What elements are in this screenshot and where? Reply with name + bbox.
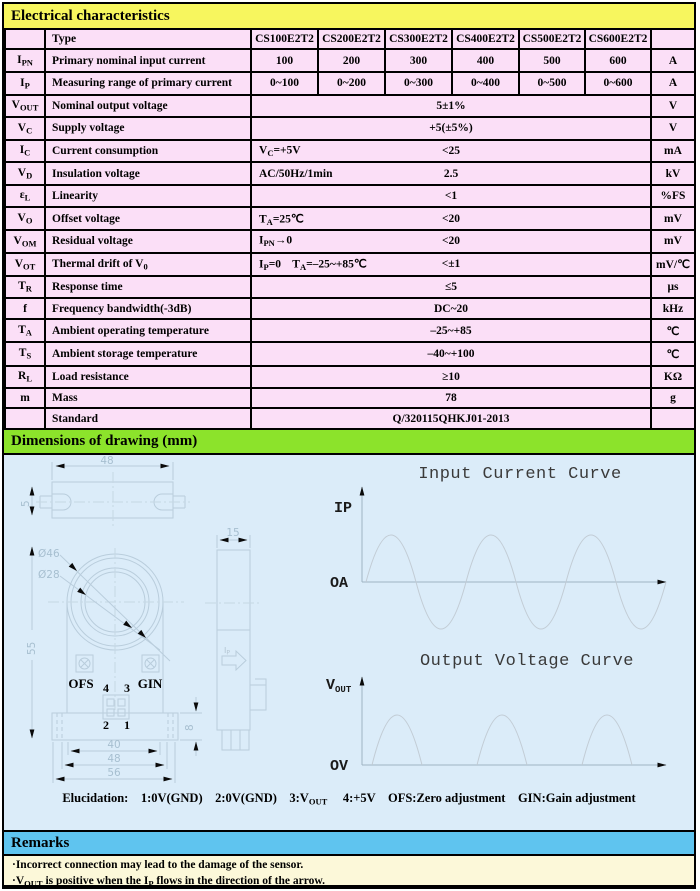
- parameter-cell: Mass: [45, 388, 251, 408]
- spec-row: [5, 366, 695, 389]
- type-header-cell: Type: [45, 29, 251, 49]
- value-text: 2.5: [443, 167, 459, 180]
- spec-row: [5, 319, 695, 342]
- value-text: <±1: [441, 258, 461, 271]
- value-cell: 300: [385, 49, 452, 72]
- dimension-label: 5: [20, 500, 32, 507]
- drawing-area: [4, 455, 694, 830]
- unit-cell: A: [651, 49, 695, 72]
- symbol-cell: $T_S$: [5, 342, 45, 365]
- type-name-cell: CS600E2T2: [585, 29, 651, 49]
- value-cell: +5(±5%): [251, 117, 651, 140]
- input-curve-title: Input Current Curve: [418, 465, 622, 484]
- parameter-cell: Offset voltage: [45, 207, 251, 230]
- parameter-cell: Supply voltage: [45, 117, 251, 140]
- value-cell: 0~400: [452, 72, 519, 95]
- value-cell: 0~600: [585, 72, 651, 95]
- spec-row: [5, 140, 695, 163]
- parameter-cell: Linearity: [45, 185, 251, 208]
- value-cell: 0~300: [385, 72, 452, 95]
- value-cell: 200: [318, 49, 385, 72]
- input-current-curve: [330, 465, 666, 629]
- dimension-label: 8: [184, 724, 196, 731]
- value-cell: 500: [519, 49, 585, 72]
- unit-cell: mA: [651, 140, 695, 163]
- remarks-body: [4, 856, 694, 889]
- front-view-drawing: [26, 547, 202, 783]
- output-origin-label: OV: [330, 758, 349, 775]
- unit-cell: μs: [651, 276, 695, 299]
- type-name-cell: CS100E2T2: [251, 29, 318, 49]
- gin-label: GIN: [137, 676, 163, 691]
- input-origin-label: OA: [330, 575, 349, 592]
- remarks-header: [4, 830, 694, 856]
- symbol-cell: $V_{OM}$: [5, 230, 45, 253]
- parameter-cell: Ambient storage temperature: [45, 342, 251, 365]
- symbol-cell: $V_C$: [5, 117, 45, 140]
- parameter-cell: Thermal drift of $V_0$: [45, 253, 251, 276]
- symbol-cell: $T_A$: [5, 319, 45, 342]
- spec-row: [5, 117, 695, 140]
- dimensions-header: [4, 430, 694, 455]
- datasheet-page: [2, 2, 696, 889]
- symbol-cell: f: [5, 298, 45, 318]
- parameter-cell: Measuring range of primary current: [45, 72, 251, 95]
- type-name-cell: CS500E2T2: [519, 29, 585, 49]
- unit-cell: A: [651, 72, 695, 95]
- spec-row: [5, 388, 695, 408]
- condition-text: $I_P=0$ $T_A=-25\sim+85℃$: [259, 258, 367, 272]
- unit-cell: mV: [651, 207, 695, 230]
- electrical-characteristics-title: Electrical characteristics: [11, 8, 170, 24]
- symbol-cell: $T_R$: [5, 276, 45, 299]
- parameter-cell: Response time: [45, 276, 251, 299]
- pin-number: 1: [124, 718, 130, 732]
- condition-value-cell: [251, 207, 651, 230]
- value-cell: 400: [452, 49, 519, 72]
- parameter-cell: Load resistance: [45, 366, 251, 389]
- value-cell: 0~500: [519, 72, 585, 95]
- value-cell: 0~200: [318, 72, 385, 95]
- condition-text: $V_C=+5V$: [259, 144, 301, 158]
- value-text: <25: [441, 144, 461, 157]
- value-cell: 5±1%: [251, 95, 651, 118]
- condition-value-cell: [251, 162, 651, 185]
- unit-cell: g: [651, 388, 695, 408]
- output-half-wave: [372, 715, 632, 765]
- remark-line: $\cdot V_{OUT}$ is positive when the $I_P$ flows in the direction of the arrow.: [12, 875, 325, 889]
- type-name-cell: CS200E2T2: [318, 29, 385, 49]
- dimension-label: 56: [107, 767, 121, 779]
- unit-header-cell: [651, 29, 695, 49]
- unit-cell: %FS: [651, 185, 695, 208]
- electrical-characteristics-header: [4, 4, 694, 28]
- unit-cell: mV: [651, 230, 695, 253]
- unit-cell: ℃: [651, 342, 695, 365]
- symbol-cell: $I_{PN}$: [5, 49, 45, 72]
- parameter-cell: Nominal output voltage: [45, 95, 251, 118]
- input-y-axis-label: IP: [334, 500, 353, 517]
- dimensions-drawing: [4, 455, 694, 830]
- spec-row: [5, 276, 695, 299]
- parameter-cell: Insulation voltage: [45, 162, 251, 185]
- side-view-drawing: [205, 527, 266, 750]
- parameter-cell: Residual voltage: [45, 230, 251, 253]
- parameter-cell: Ambient operating temperature: [45, 319, 251, 342]
- parameter-cell: Frequency bandwidth(-3dB): [45, 298, 251, 318]
- spec-row: [5, 298, 695, 318]
- dimension-label: Ø46: [38, 548, 60, 560]
- unit-cell: V: [651, 95, 695, 118]
- spec-table: [4, 28, 696, 430]
- unit-cell: ℃: [651, 319, 695, 342]
- primary-current-label: IP: [224, 646, 230, 657]
- type-name-cell: CS400E2T2: [452, 29, 519, 49]
- value-cell: <1: [251, 185, 651, 208]
- value-cell: DC~20: [251, 298, 651, 318]
- unit-cell: kV: [651, 162, 695, 185]
- spec-row: [5, 72, 695, 95]
- parameter-cell: Current consumption: [45, 140, 251, 163]
- connector-icon: [103, 695, 129, 719]
- value-cell: 100: [251, 49, 318, 72]
- unit-cell: mV/℃: [651, 253, 695, 276]
- condition-text: $T_A=25℃$: [259, 212, 304, 227]
- spec-row: [5, 162, 695, 185]
- symbol-cell: m: [5, 388, 45, 408]
- condition-text: AC/50Hz/1min: [259, 167, 333, 180]
- value-cell: –25~+85: [251, 319, 651, 342]
- pin-number: 3: [124, 681, 130, 695]
- unit-cell: KΩ: [651, 366, 695, 389]
- unit-cell: [651, 408, 695, 429]
- parameter-cell: Standard: [45, 408, 251, 429]
- remark-line: ·Incorrect connection may lead to the damage of the sensor.: [12, 859, 304, 871]
- spec-row: [5, 95, 695, 118]
- condition-text: $I_{PN}\to 0$: [259, 234, 293, 249]
- spec-header-row: [5, 29, 695, 49]
- pin-number: 4: [103, 681, 109, 695]
- condition-value-cell: [251, 253, 651, 276]
- ofs-label: OFS: [68, 676, 94, 691]
- top-view-drawing: [20, 455, 190, 528]
- symbol-cell: $R_L$: [5, 366, 45, 389]
- spec-row: [5, 408, 695, 429]
- value-cell: 600: [585, 49, 651, 72]
- symbol-cell: $V_{OT}$: [5, 253, 45, 276]
- ofs-screw-icon: [76, 655, 93, 672]
- spec-row: [5, 207, 695, 230]
- type-name-cell: CS300E2T2: [385, 29, 452, 49]
- dimension-label: Ø28: [38, 569, 60, 581]
- output-curve-title: Output Voltage Curve: [419, 652, 635, 671]
- output-y-axis-label: $V_{OUT}$: [326, 677, 352, 695]
- value-cell: 78: [251, 388, 651, 408]
- unit-cell: V: [651, 117, 695, 140]
- condition-value-cell: [251, 140, 651, 163]
- spec-table-wrap: [4, 28, 694, 430]
- remarks-title: Remarks: [11, 835, 70, 851]
- symbol-cell: $V_D$: [5, 162, 45, 185]
- value-text: <20: [441, 235, 461, 248]
- spec-row: [5, 49, 695, 72]
- dimension-label: 55: [26, 641, 38, 655]
- symbol-cell: [5, 408, 45, 429]
- symbol-cell: $V_O$: [5, 207, 45, 230]
- spec-row: [5, 342, 695, 365]
- unit-cell: kHz: [651, 298, 695, 318]
- value-cell: –40~+100: [251, 342, 651, 365]
- symbol-cell: $\varepsilon_L$: [5, 185, 45, 208]
- dimensions-title: Dimensions of drawing (mm): [11, 433, 198, 449]
- symbol-cell: $I_C$: [5, 140, 45, 163]
- parameter-cell: Primary nominal input current: [45, 49, 251, 72]
- condition-value-cell: [251, 230, 651, 253]
- dimension-label: 15: [226, 527, 240, 539]
- gin-screw-icon: [142, 655, 159, 672]
- spec-row: [5, 230, 695, 253]
- spec-row: [5, 253, 695, 276]
- symbol-header-cell: [5, 29, 45, 49]
- spec-row: [5, 185, 695, 208]
- symbol-cell: $I_P$: [5, 72, 45, 95]
- value-cell: ≥10: [251, 366, 651, 389]
- value-text: <20: [441, 212, 461, 225]
- elucidation-line: Elucidation: 1:0V(GND) 2:0V(GND) $3:V_{OUT}$ 4:+5V OFS:Zero adjustment GIN:Gain adjustment: [62, 791, 636, 807]
- value-cell: 0~100: [251, 72, 318, 95]
- output-voltage-curve: [326, 652, 666, 775]
- value-cell: Q/320115QHKJ01-2013: [251, 408, 651, 429]
- symbol-cell: $V_{OUT}$: [5, 95, 45, 118]
- value-cell: ≤5: [251, 276, 651, 299]
- dimension-label: 48: [100, 455, 114, 467]
- pin-number: 2: [103, 718, 109, 732]
- dimension-label: 48: [107, 753, 121, 765]
- dimension-label: 40: [107, 739, 121, 751]
